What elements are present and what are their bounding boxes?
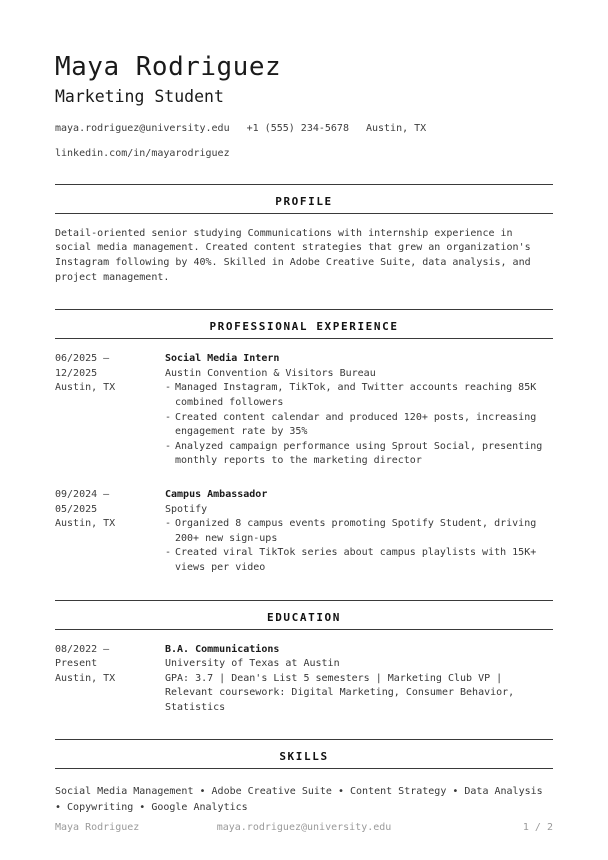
bullet-item bbox=[165, 381, 553, 410]
section-title: PROFILE bbox=[275, 194, 333, 208]
job-title: Campus Ambassador bbox=[165, 488, 268, 500]
person-name: Maya Rodriguez bbox=[55, 52, 282, 82]
person-title: Marketing Student bbox=[55, 87, 224, 107]
organization: Spotify bbox=[165, 503, 208, 515]
contact-line-2 bbox=[55, 148, 553, 160]
section-header-experience bbox=[55, 309, 553, 339]
entry-details bbox=[165, 352, 553, 469]
date-to: 12/2025 bbox=[55, 367, 98, 379]
contact-location: Austin, TX bbox=[365, 122, 427, 134]
date-from: 06/2025 – bbox=[55, 353, 110, 365]
date-from: 08/2022 – bbox=[55, 643, 110, 655]
bullet-item bbox=[165, 517, 553, 546]
bullet-item bbox=[165, 440, 553, 469]
education-entry bbox=[55, 643, 553, 716]
footer-page-number: 1 / 2 bbox=[522, 822, 553, 833]
entry-details bbox=[165, 643, 553, 716]
section-header-education bbox=[55, 600, 553, 630]
bullet-text: Managed Instagram, TikTok, and Twitter accounts reaching 85K combined followers bbox=[175, 382, 537, 408]
date-to: Present bbox=[55, 658, 98, 670]
bullet-text: Analyzed campaign performance using Sprout Social, presenting monthly reports to the marketing director bbox=[175, 440, 543, 467]
entry-location: Austin, TX bbox=[55, 672, 116, 684]
skills-text: Social Media Management • Adobe Creative Suite • Content Strategy • Data Analysis • Copywriting • Google Analytics bbox=[55, 786, 543, 813]
bullet-item bbox=[165, 411, 553, 440]
resume-content bbox=[55, 0, 553, 815]
footer-email: maya.rodriguez@university.edu bbox=[216, 822, 392, 833]
entry-details bbox=[165, 488, 553, 576]
bullet-marker: - bbox=[165, 440, 172, 452]
entry-location: Austin, TX bbox=[55, 382, 116, 394]
experience-entry bbox=[55, 352, 553, 469]
job-title: Social Media Intern bbox=[165, 353, 280, 365]
section-title: PROFESSIONAL EXPERIENCE bbox=[209, 320, 399, 334]
experience-entry bbox=[55, 488, 553, 576]
date-from: 09/2024 – bbox=[55, 488, 110, 500]
entry-dates bbox=[55, 643, 165, 716]
profile-summary: Detail-oriented senior studying Communications with internship experience in social media management. Created content strategies that grew an organization's Instagram following by 40%. Skilled in Adobe Creative Suite, data analysis, and project management. bbox=[55, 227, 531, 283]
organization: Austin Convention & Visitors Bureau bbox=[165, 367, 376, 379]
bullet-marker: - bbox=[165, 547, 172, 559]
education-details: GPA: 3.7 | Dean's List 5 semesters | Marketing Club VP | Relevant coursework: Digital Marketing, Consumer Behavior, Statistics bbox=[165, 672, 515, 713]
bullet-item bbox=[165, 546, 553, 575]
contact-email: maya.rodriguez@university.edu bbox=[55, 122, 230, 134]
degree-title: B.A. Communications bbox=[165, 643, 280, 655]
entry-dates bbox=[55, 488, 165, 576]
bullet-marker: - bbox=[165, 382, 172, 394]
bullet-text: Created content calendar and produced 120+ posts, increasing engagement rate by 35% bbox=[175, 411, 537, 438]
entry-dates bbox=[55, 352, 165, 469]
contact-linkedin: linkedin.com/in/mayarodriguez bbox=[55, 147, 230, 159]
date-to: 05/2025 bbox=[55, 503, 98, 515]
bullet-text: Organized 8 campus events promoting Spotify Student, driving 200+ new sign-ups bbox=[175, 518, 537, 544]
footer-name: Maya Rodriguez bbox=[55, 822, 140, 833]
school-name: University of Texas at Austin bbox=[165, 658, 340, 670]
section-header-profile bbox=[55, 184, 553, 214]
section-title: SKILLS bbox=[279, 750, 329, 764]
section-header-skills bbox=[55, 739, 553, 769]
bullet-marker: - bbox=[165, 518, 172, 530]
section-title: EDUCATION bbox=[266, 610, 341, 624]
bullet-marker: - bbox=[165, 411, 172, 423]
contact-phone: +1 (555) 234-5678 bbox=[246, 122, 349, 134]
page-footer bbox=[55, 822, 553, 834]
entry-location: Austin, TX bbox=[55, 518, 116, 530]
bullet-text: Created viral TikTok series about campus playlists with 15K+ views per video bbox=[175, 547, 537, 573]
contact-line-1 bbox=[55, 123, 553, 135]
